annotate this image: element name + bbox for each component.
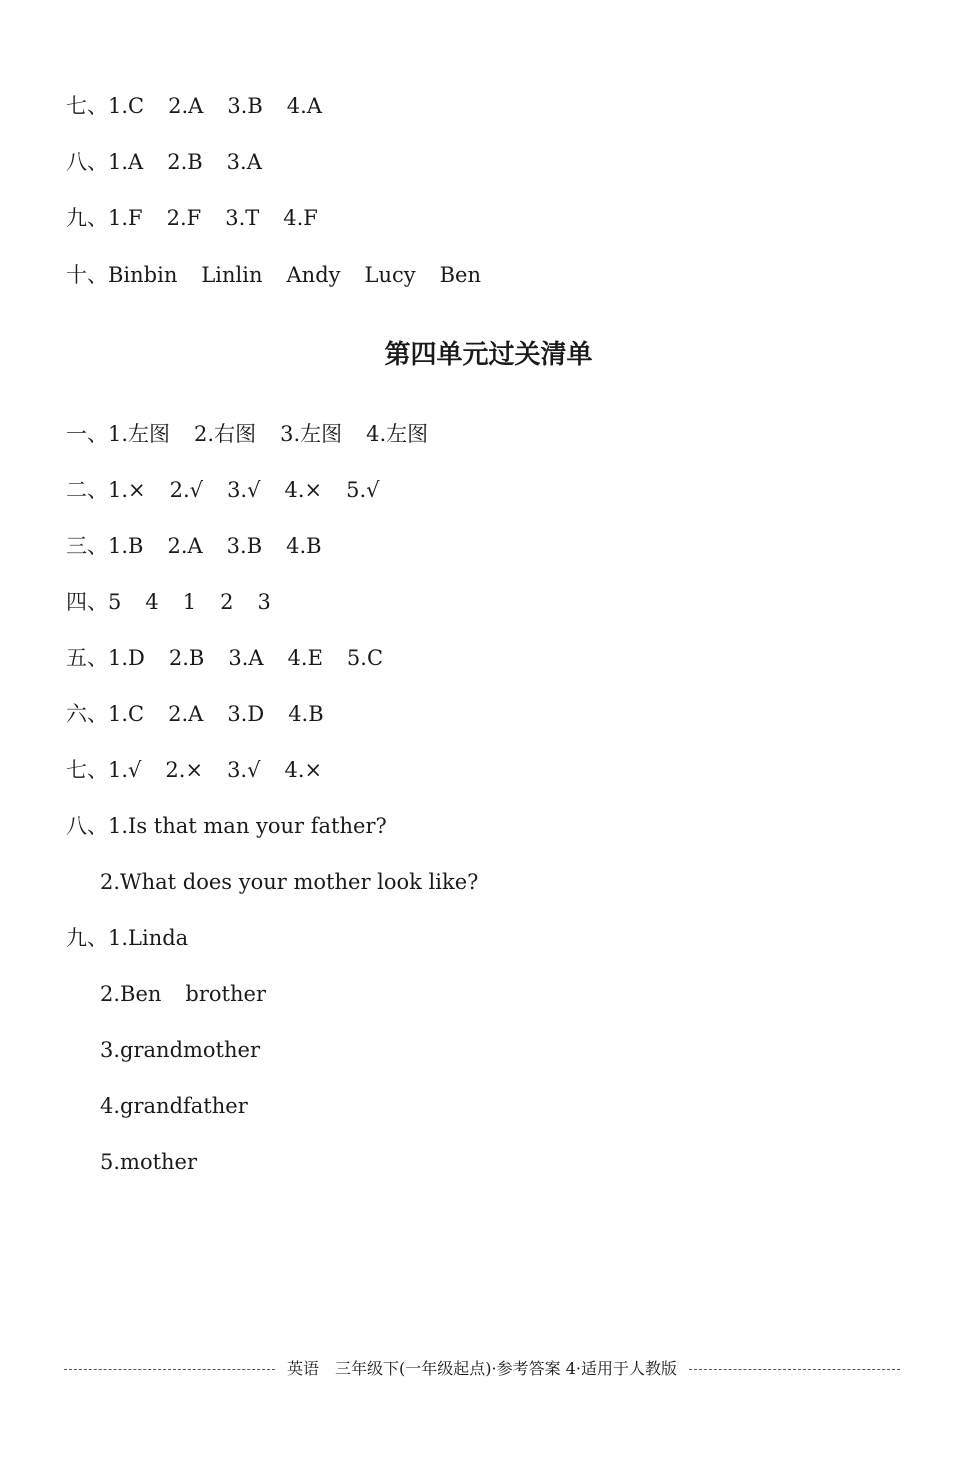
answer-item: 4 — [145, 590, 159, 614]
answer-line-9b-5 — [100, 1148, 197, 1176]
answer-item: 1.C — [108, 702, 145, 726]
answer-item: 3.A — [228, 646, 264, 670]
answer-item: 2.B — [167, 150, 203, 174]
answer-item: 1.B — [108, 534, 144, 558]
answer-line-1 — [66, 420, 428, 448]
answer-item: 3.√ — [227, 758, 261, 782]
answer-item: 3.A — [226, 150, 262, 174]
answer-line-7 — [66, 92, 322, 120]
answer-item: Binbin — [108, 263, 178, 287]
answer-item: 3.√ — [227, 478, 261, 502]
question-number: 四、 — [66, 590, 108, 614]
answer-item: 2.A — [168, 94, 204, 118]
answer-item: 4.× — [284, 758, 323, 782]
question-number: 九、 — [66, 926, 108, 950]
footer-divider-left — [64, 1369, 275, 1370]
answer-item: 1 — [182, 590, 197, 614]
answer-item: 4.A — [286, 94, 322, 118]
answer-line-8b-2 — [100, 868, 478, 896]
answer-item: 3.grandmother — [100, 1038, 260, 1062]
answer-item: 3.T — [225, 206, 260, 230]
answer-item: 4.grandfather — [100, 1094, 248, 1118]
question-number: 十、 — [66, 263, 108, 287]
answer-item: 3.B — [227, 94, 263, 118]
answer-item: 5.C — [346, 646, 384, 670]
question-number: 七、 — [66, 94, 108, 118]
answer-line-7b — [66, 756, 322, 784]
footer-text: 英语 三年级下(一年级起点)·参考答案 4·适用于人教版 — [287, 1359, 677, 1378]
answer-item: Ben — [439, 263, 482, 287]
answer-item: 4.B — [286, 534, 322, 558]
unit-title: 第四单元过关清单 — [384, 340, 593, 370]
answer-item: 2.× — [165, 758, 204, 782]
answer-item: 2.√ — [169, 478, 204, 502]
answer-item: 2.A — [168, 702, 204, 726]
answer-item: 2.F — [166, 206, 202, 230]
answer-line-8b — [66, 812, 387, 840]
answer-item: 1.× — [108, 478, 146, 502]
answer-item: Lucy — [364, 263, 416, 287]
question-number: 五、 — [66, 646, 108, 670]
answer-item: 4.F — [283, 206, 318, 230]
answer-item: 5.√ — [346, 478, 380, 502]
answer-line-9 — [66, 204, 318, 232]
answer-item: 1.F — [108, 206, 143, 230]
answer-item: 1.C — [108, 94, 145, 118]
answer-item: 1.Linda — [108, 926, 189, 950]
answer-item: 1.Is that man your father? — [108, 814, 387, 838]
question-number: 九、 — [66, 206, 108, 230]
answer-item: 2.A — [167, 534, 203, 558]
answer-item: 4.E — [287, 646, 323, 670]
answer-line-9b-4 — [100, 1092, 248, 1120]
answer-item: 5.mother — [100, 1150, 198, 1174]
question-number: 六、 — [66, 702, 108, 726]
answer-line-9b-3 — [100, 1036, 260, 1064]
answer-line-5 — [66, 644, 383, 672]
answer-item: 3.B — [226, 534, 263, 558]
question-number: 三、 — [66, 534, 108, 558]
question-number: 一、 — [66, 422, 108, 446]
answer-item: 1.√ — [108, 758, 142, 782]
question-number: 八、 — [66, 150, 108, 174]
question-number: 七、 — [66, 758, 108, 782]
answer-line-9b-2 — [100, 980, 266, 1008]
answer-item: 1.左图 — [108, 422, 171, 446]
answer-item: Andy — [286, 263, 341, 287]
answer-item: 4.× — [284, 478, 323, 502]
answer-item: 2.右图 — [194, 422, 257, 446]
answer-item: Linlin — [201, 263, 263, 287]
answer-item: 1.D — [108, 646, 145, 670]
answer-item: 3 — [257, 590, 271, 614]
question-number: 二、 — [66, 478, 108, 502]
answer-item: 3.左图 — [280, 422, 343, 446]
answer-line-3 — [66, 532, 322, 560]
answer-item: 2.What does your mother look like? — [100, 870, 479, 894]
answer-item: 4.左图 — [366, 422, 429, 446]
answer-item: 2.Ben — [100, 982, 162, 1006]
answer-item: 5 — [108, 590, 122, 614]
answer-line-9b — [66, 924, 188, 952]
answer-line-6 — [66, 700, 324, 728]
answer-line-4 — [66, 588, 271, 616]
answer-item: 4.B — [288, 702, 324, 726]
answer-item: 2.B — [168, 646, 205, 670]
answer-item: 2 — [220, 590, 234, 614]
answer-item: 1.A — [108, 150, 144, 174]
question-number: 八、 — [66, 814, 108, 838]
answer-line-2 — [66, 476, 380, 504]
answer-line-10 — [66, 261, 481, 289]
answer-item: brother — [185, 982, 266, 1006]
answer-line-8 — [66, 148, 262, 176]
footer-divider-right — [689, 1369, 900, 1370]
answer-item: 3.D — [227, 702, 265, 726]
page-footer — [64, 1358, 900, 1380]
